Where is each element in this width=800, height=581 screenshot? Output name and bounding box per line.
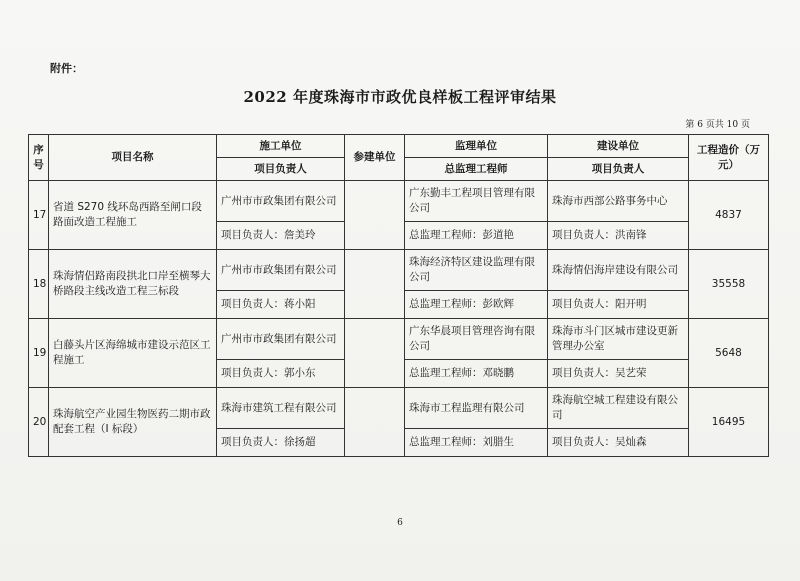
row-participating-unit [345,319,405,388]
attachment-label: 附件： [50,62,83,75]
row-project: 珠海航空产业园生物医药二期市政配套工程（I 标段） [49,388,217,457]
row-developer-manager: 项目负责人：洪南锋 [548,222,689,250]
row-construction-unit: 珠海市建筑工程有限公司 [217,388,345,429]
row-developer-unit: 珠海市斗门区城市建设更新管理办公室 [548,319,689,360]
row-participating-unit [345,250,405,319]
row-no: 17 [29,181,49,250]
row-chief-supervisor: 总监理工程师：彭欧辉 [405,291,548,319]
row-cost: 35558 [689,250,769,319]
row-developer-unit: 珠海市西部公路事务中心 [548,181,689,222]
header-no: 序号 [29,135,49,181]
table-row [29,181,769,222]
row-developer-manager: 项目负责人：吴艺荣 [548,360,689,388]
results-table [28,134,769,457]
page-info: 第 6 页共 10 页 [685,120,750,130]
row-supervision-unit: 珠海经济特区建设监理有限公司 [405,250,548,291]
row-cost: 4837 [689,181,769,250]
row-chief-supervisor: 总监理工程师：刘腊生 [405,429,548,457]
header-construction-manager: 项目负责人 [217,158,345,181]
row-construction-unit: 广州市市政集团有限公司 [217,319,345,360]
row-project: 珠海情侣路南段拱北口岸至横琴大桥路段主线改造工程三标段 [49,250,217,319]
row-no: 19 [29,319,49,388]
header-construction-unit: 施工单位 [217,135,345,158]
row-construction-unit: 广州市市政集团有限公司 [217,250,345,291]
row-no: 20 [29,388,49,457]
row-cost: 5648 [689,319,769,388]
row-developer-manager: 项目负责人：阳开明 [548,291,689,319]
header-participating-unit: 参建单位 [345,135,405,181]
row-participating-unit [345,181,405,250]
header-project: 项目名称 [49,135,217,181]
row-supervision-unit: 广东勤丰工程项目管理有限公司 [405,181,548,222]
table-row [29,388,769,429]
page-number: 6 [397,518,403,528]
row-developer-unit: 珠海航空城工程建设有限公司 [548,388,689,429]
header-supervision-unit: 监理单位 [405,135,548,158]
row-construction-unit: 广州市市政集团有限公司 [217,181,345,222]
row-construction-manager: 项目负责人：徐扬超 [217,429,345,457]
row-chief-supervisor: 总监理工程师：邓晓鹏 [405,360,548,388]
row-developer-unit: 珠海情侣海岸建设有限公司 [548,250,689,291]
row-construction-manager: 项目负责人：蒋小阳 [217,291,345,319]
table-row [29,250,769,291]
row-supervision-unit: 广东华晨项目管理咨询有限公司 [405,319,548,360]
header-chief-supervisor: 总监理工程师 [405,158,548,181]
row-supervision-unit: 珠海市工程监理有限公司 [405,388,548,429]
header-row-1 [29,135,769,158]
header-developer-manager: 项目负责人 [548,158,689,181]
row-participating-unit [345,388,405,457]
row-no: 18 [29,250,49,319]
row-construction-manager: 项目负责人：詹美玲 [217,222,345,250]
header-developer-unit: 建设单位 [548,135,689,158]
table-row [29,319,769,360]
row-cost: 16495 [689,388,769,457]
row-project: 省道 S270 线环岛西路至闸口段路面改造工程施工 [49,181,217,250]
header-cost: 工程造价（万元） [689,135,769,181]
row-construction-manager: 项目负责人：郭小东 [217,360,345,388]
row-developer-manager: 项目负责人：吴灿森 [548,429,689,457]
document-title: 2022 年度珠海市市政优良样板工程评审结果 [243,88,557,106]
row-project: 白藤头片区海绵城市建设示范区工程施工 [49,319,217,388]
row-chief-supervisor: 总监理工程师：彭道艳 [405,222,548,250]
